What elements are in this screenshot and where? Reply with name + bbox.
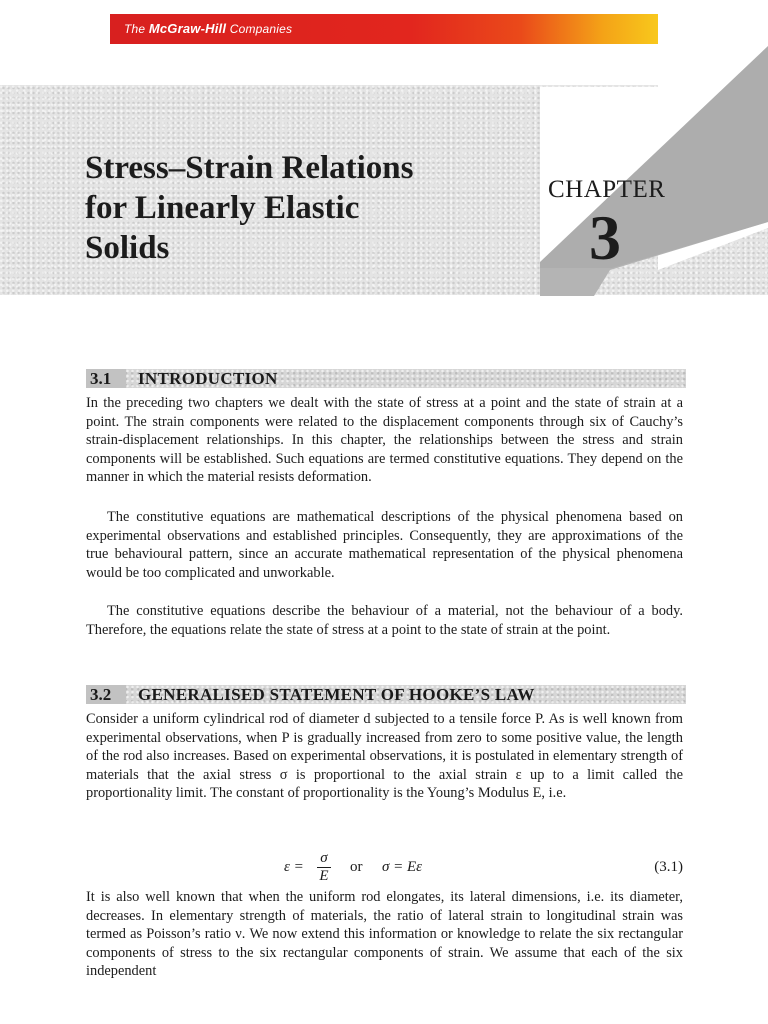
chapter-title-line: for Linearly Elastic — [85, 190, 360, 226]
fraction-numerator: σ — [320, 850, 328, 866]
equation-connector: or — [350, 859, 363, 875]
equation-3-1 — [86, 850, 683, 886]
section-heading-3-2 — [86, 685, 686, 704]
chapter-title-line: Solids — [85, 230, 170, 266]
publisher-name: McGraw-Hill — [148, 21, 227, 36]
fraction-denominator: E — [319, 868, 329, 884]
equation-fraction — [316, 850, 332, 885]
equation-body — [284, 850, 504, 886]
publisher-prefix: The — [124, 22, 146, 36]
section-number: 3.2 — [90, 685, 112, 704]
equation-rhs: σ = Eε — [382, 859, 423, 875]
paragraph: The constitutive equations describe the behaviour of a material, not the behaviour of a body. Therefore, the equations relate the state of stress at a point to the state of strain at the point. — [86, 603, 683, 638]
chapter-title — [85, 148, 505, 268]
paragraph: In the preceding two chapters we dealt with the state of stress at a point and the state of strain at a point. The strain components were related to the displacement components through six of Cauchy’s strain-displacement relationships. In this chapter, the relationships between the stress and strain components will be established. Such equations are termed constitutive equations. They depend on the manner in which the material resists deformation. — [86, 395, 683, 486]
section-title: GENERALISED STATEMENT OF HOOKE’S LAW — [138, 685, 535, 704]
paragraph: The constitutive equations are mathematical descriptions of the physical phenomena based on experimental observations and established principles. Consequently, they are approximations of the true behavioural pattern, since an accurate mathematical representation of the physical phenomena would be too complicated and unworkable. — [86, 509, 683, 581]
publisher-suffix: Companies — [229, 22, 293, 36]
section-title: INTRODUCTION — [138, 369, 278, 388]
chapter-label: CHAPTER — [548, 176, 666, 203]
chapter-title-line: Stress–Strain Relations — [85, 150, 414, 186]
equation-number: (3.1) — [654, 859, 683, 875]
paragraph: It is also well known that when the uniform rod elongates, its lateral dimensions, i.e. its diameter, decreases. In elementary strength of materials, the ratio of lateral strain to longitudinal strain was termed as Poisson’s ratio ν. We now extend this information or knowledge to relate the six rectangular components of stress to the six rectangular components of strain. We assume that each of the six independent — [86, 889, 683, 980]
paragraph: Consider a uniform cylindrical rod of diameter d subjected to a tensile force P. As is well known from experimental observations, when P is gradually increased from zero to some positive value, the length of the rod also increases. Based on experimental observations, it is postulated in elementary strength of materials that the axial stress σ is proportional to the axial strain ε up to a limit called the proportionality limit. The constant of proportionality is the Young’s Modulus E, i.e. — [86, 711, 683, 802]
equation-lhs: ε = — [284, 859, 304, 875]
section-heading-3-1 — [86, 369, 686, 388]
section-number: 3.1 — [90, 369, 112, 388]
chapter-number: 3 — [589, 202, 621, 273]
